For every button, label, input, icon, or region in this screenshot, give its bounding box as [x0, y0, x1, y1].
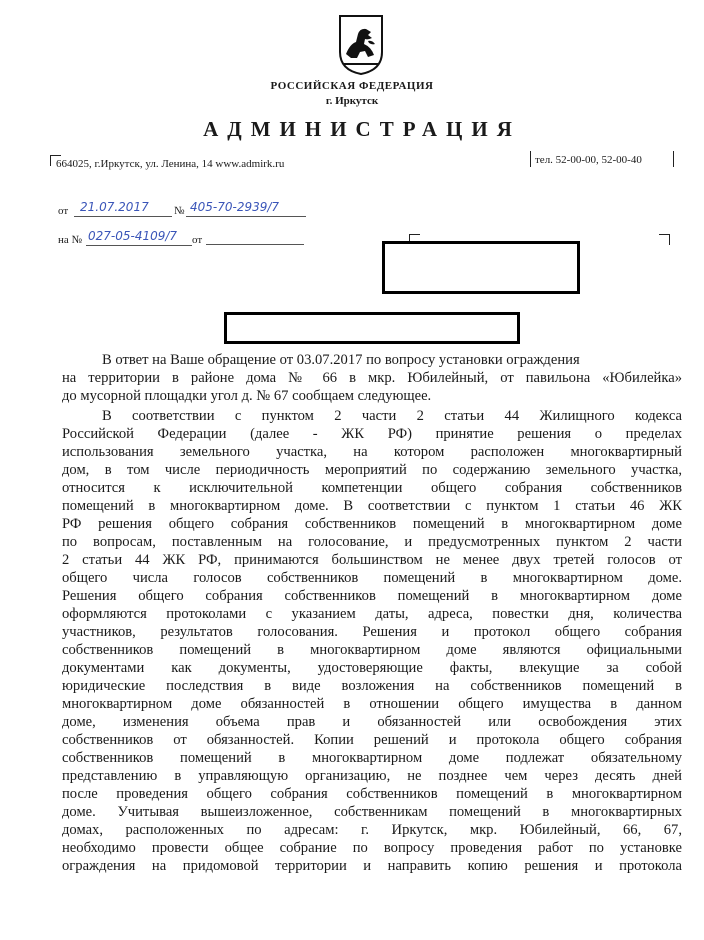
number-label: № — [174, 205, 185, 217]
body-line: по вопросам, поставленным на голосование, и предусмотренных пунктом 2 части — [62, 534, 682, 550]
outgoing-number: 405-70-2939/7 — [190, 200, 280, 214]
body-line: Российской Федерации (далее - ЖК РФ) принятие решения о пределах — [62, 426, 682, 442]
redacted-recipient — [382, 241, 580, 294]
body-line: собственников от обязанностей. Копии решений и протокола общего собрания — [62, 732, 682, 748]
body-line: доме. Учитывая вышеизложенное, собственникам помещений в многоквартирных — [62, 804, 682, 820]
irkutsk-coat-of-arms-icon — [338, 14, 384, 76]
body-line: собственников помещений в многоквартирном доме являются официальными — [62, 642, 682, 658]
body-line: В соответствии с пунктом 2 части 2 статьи 44 Жилищного кодекса — [102, 408, 682, 424]
body-line: Решения общего собрания собственников помещений в многоквартирном доме — [62, 588, 682, 604]
phone-corner-right — [663, 151, 674, 167]
body-line: дом, в том числе периодичность мероприятий по содержанию земельного участка, — [62, 462, 682, 478]
address-line: 664025, г.Иркутск, ул. Ленина, 14 www.admirk.ru — [56, 158, 285, 170]
body-line: необходимо провести общее собрание по вопросу проведения работ по установке — [62, 840, 682, 856]
reply-date-underline — [206, 244, 304, 245]
body-line: документами как документы, удостоверяющие факты, влекущие за собой — [62, 660, 682, 676]
body-line: представлению в управляющую организацию, не позднее чем через десять дней — [62, 768, 682, 784]
reply-date-label: от — [192, 234, 203, 246]
body-line: доме, изменения объема прав и обязанностей или освобождения этих — [62, 714, 682, 730]
reply-number-underline — [86, 245, 192, 246]
body-line: юридические последствия в виде возложения на собственников помещений в — [62, 678, 682, 694]
body-line: ограждения на придомовой территории и направить копию решения и протокола — [62, 858, 682, 874]
outgoing-date: 21.07.2017 — [80, 200, 149, 214]
body-line: относится к исключительной компетенции общего собрания собственников — [62, 480, 682, 496]
date-label: от — [58, 205, 69, 217]
body-line: помещений в многоквартирном доме. В соответствии с пунктом 1 статьи 46 ЖК — [62, 498, 682, 514]
body-line: многоквартирном доме обязанностей в отношении общего имущества в данном — [62, 696, 682, 712]
body-line: на территории в районе дома № 66 в мкр. Юбилейный, от павильона «Юбилейка» — [62, 370, 682, 386]
body-line: домах, расположенных по адресам: г. Иркутск, мкр. Юбилейный, 66, 67, — [62, 822, 682, 838]
body-line: после проведения общего собрания собственников помещений в многоквартирном — [62, 786, 682, 802]
reply-number-label: на № — [58, 234, 83, 246]
body-line: участников, результатов голосования. Решения и протокол общего собрания — [62, 624, 682, 640]
body-line: 2 статьи 44 ЖК РФ, принимаются большинством не менее двух третей голосов от — [62, 552, 682, 568]
body-line: использования земельного участка, на котором расположен многоквартирный — [62, 444, 682, 460]
date-underline — [74, 216, 172, 217]
number-underline — [186, 216, 306, 217]
recipient-corner-right — [659, 234, 670, 245]
phone-line: тел. 52-00-00, 52-00-40 — [535, 154, 642, 166]
body-line: оформляются протоколами с указанием даты, адреса, повестки дня, количества — [62, 606, 682, 622]
redacted-salutation — [224, 312, 520, 344]
body-line: собственников помещений в многоквартирном доме подлежат обязательному — [62, 750, 682, 766]
body-line: до мусорной площадки угол д. № 67 сообщаем следующее. — [62, 388, 432, 404]
city-name: г. Иркутск — [325, 95, 379, 107]
department-title: АДМИНИСТРАЦИЯ — [203, 117, 521, 141]
body-line: РФ решения общего собрания собственников помещений в многоквартирном доме — [62, 516, 682, 532]
country-name: РОССИЙСКАЯ ФЕДЕРАЦИЯ — [270, 80, 434, 92]
body-line: общего числа голосов собственников помещений в многоквартирном доме. — [62, 570, 682, 586]
reply-number: 027-05-4109/7 — [88, 229, 178, 243]
body-line: В ответ на Ваше обращение от 03.07.2017 по вопросу установки ограждения — [102, 352, 580, 368]
